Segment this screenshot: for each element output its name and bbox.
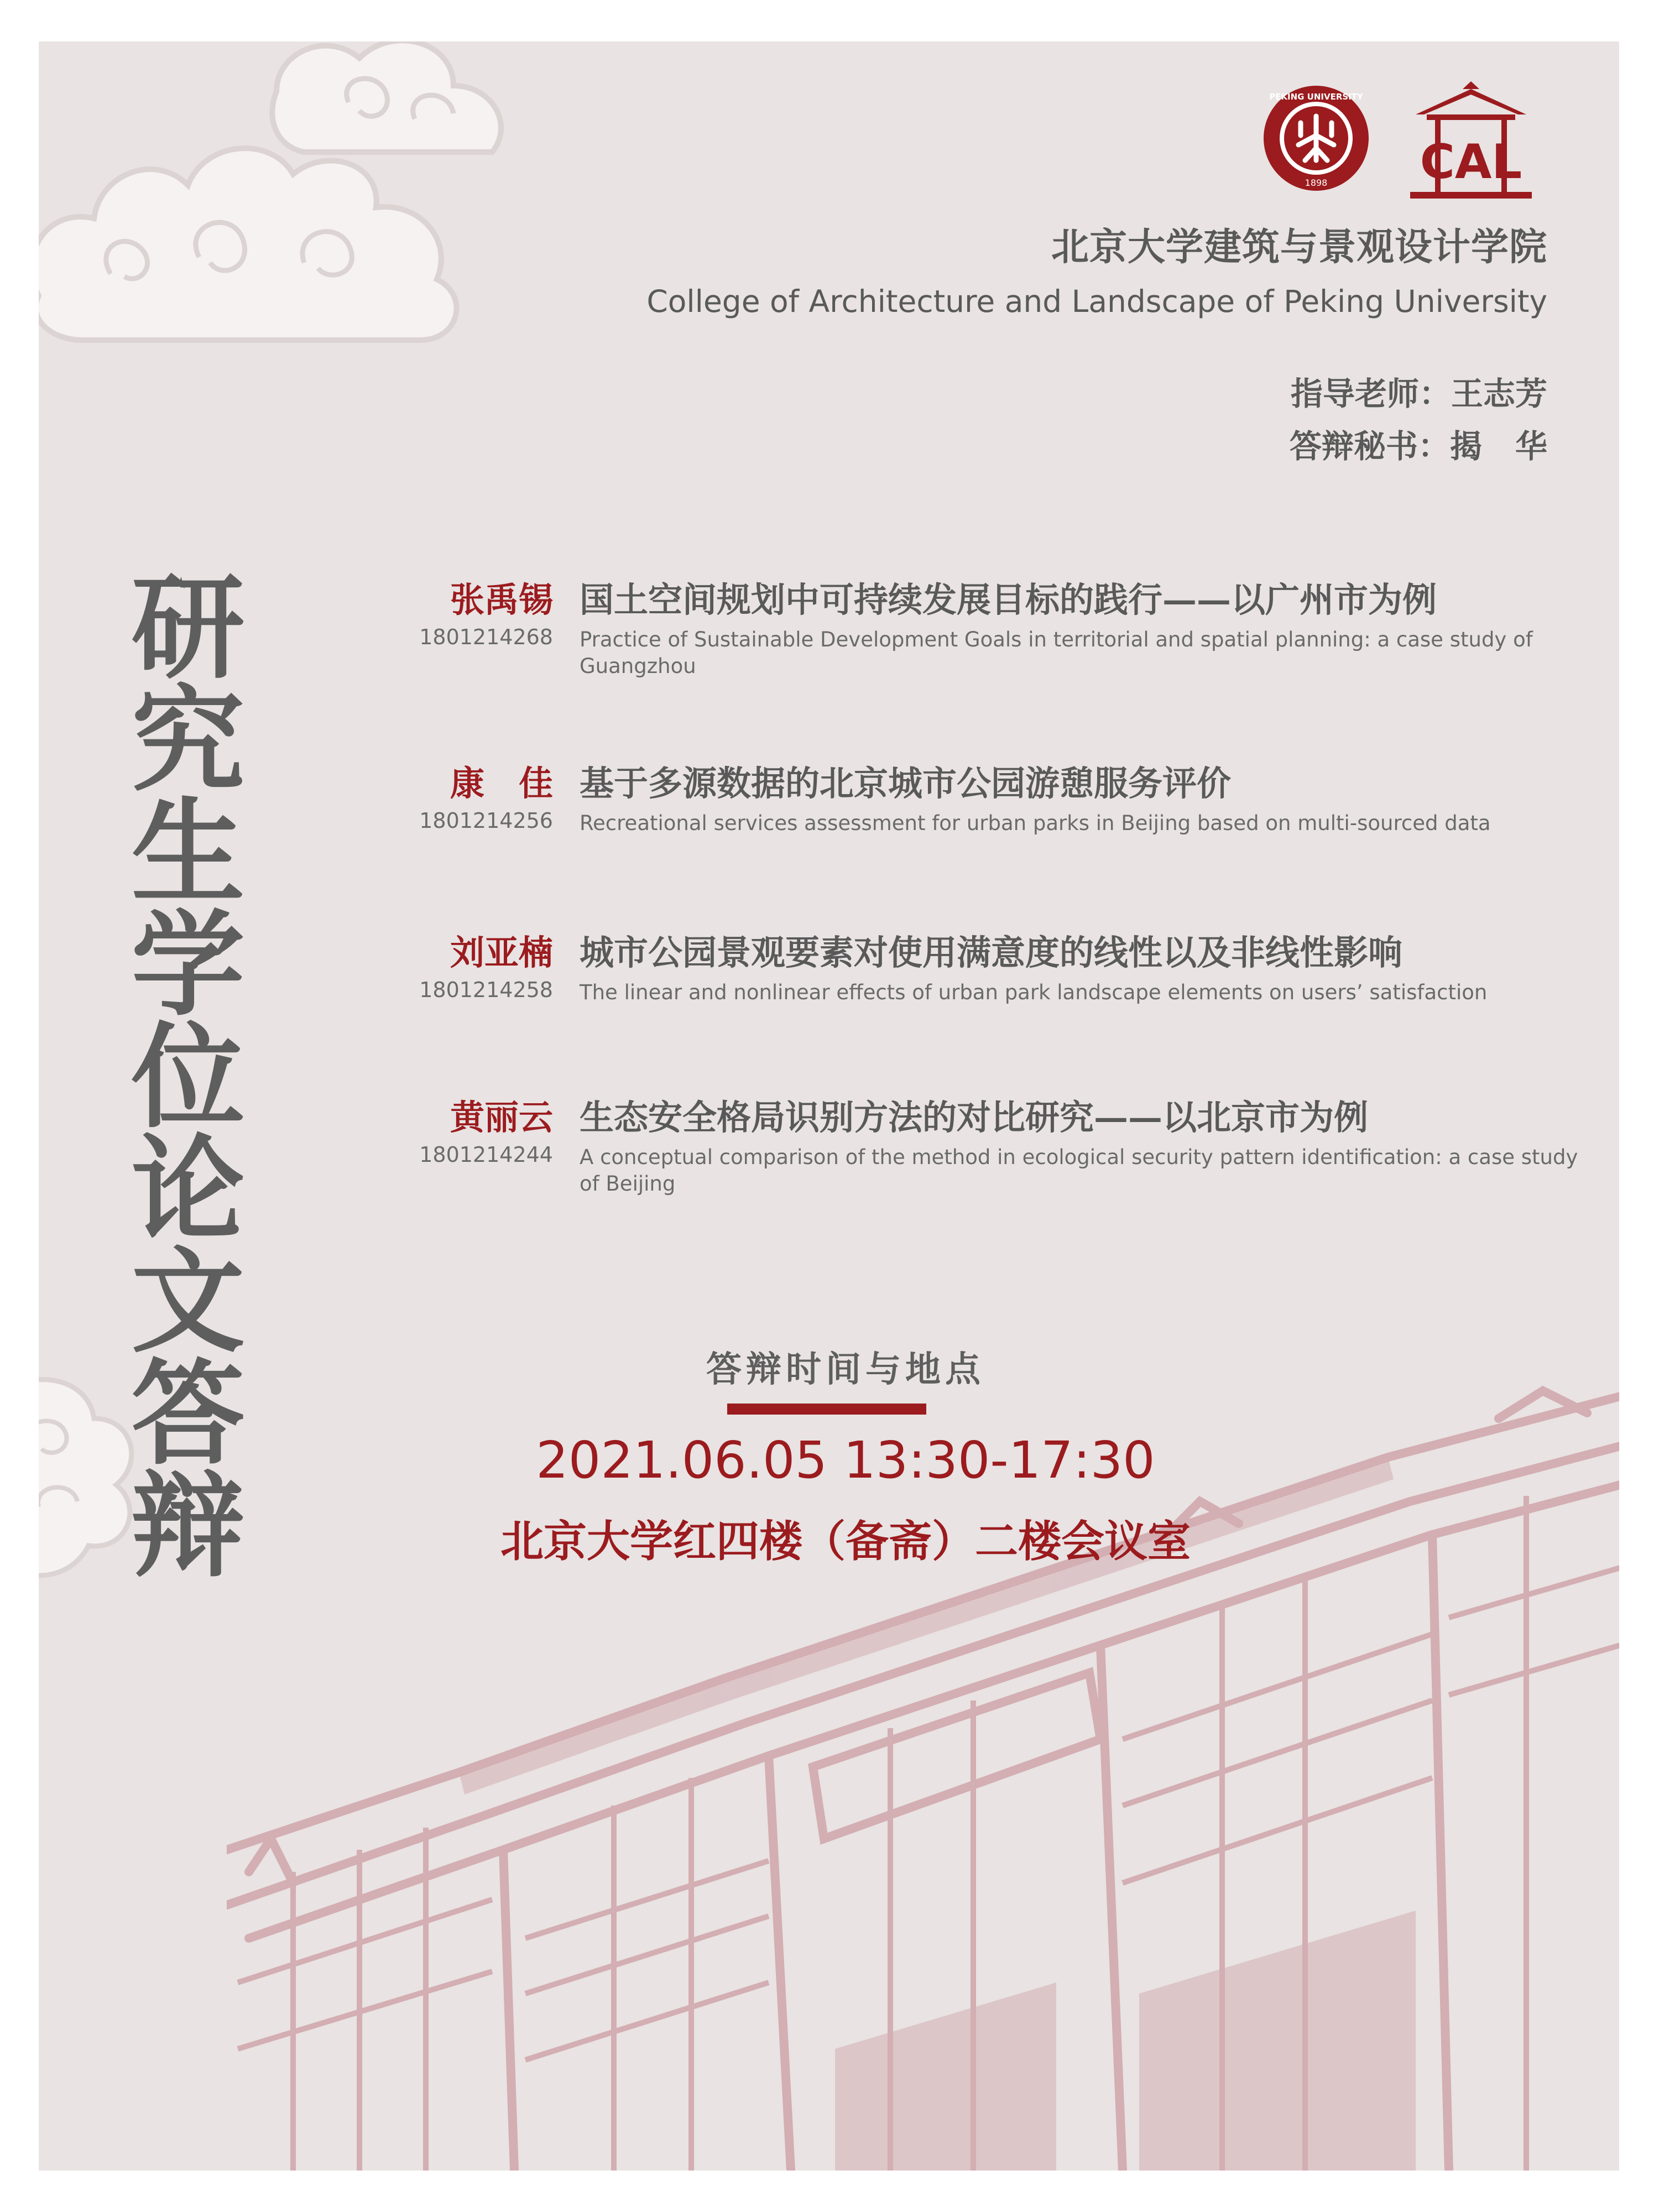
cal-college-logo bbox=[1405, 81, 1537, 200]
student-id: 1801214258 bbox=[419, 978, 553, 1002]
student-id: 1801214268 bbox=[419, 625, 553, 649]
advisor-line bbox=[1290, 368, 1547, 420]
thesis-title-en: A conceptual comparison of the method in ecological security pattern identification: a case study of Beijing bbox=[580, 1145, 1578, 1196]
secretary-name-1: 揭 bbox=[1449, 427, 1482, 465]
venue-datetime: 2021.06.05 13:30-17:30 bbox=[536, 1431, 1155, 1490]
student-name: 刘亚楠 bbox=[450, 932, 553, 973]
logo-pku-year: 1898 bbox=[1305, 178, 1328, 188]
student-id: 1801214244 bbox=[419, 1142, 553, 1167]
student-name: 康 佳 bbox=[450, 763, 553, 804]
thesis-title-cn: 城市公园景观要素对使用满意度的线性以及非线性影响 bbox=[580, 932, 1403, 973]
cloud-pattern-decoration bbox=[39, 41, 536, 384]
building-sketch-illustration bbox=[227, 1385, 1619, 2171]
thesis-title-cn: 生态安全格局识别方法的对比研究——以北京市为例 bbox=[580, 1097, 1369, 1138]
advisor-label: 指导老师： bbox=[1290, 375, 1451, 413]
poster bbox=[39, 41, 1619, 2171]
venue-divider-bar bbox=[727, 1404, 926, 1415]
secretary-name-2: 华 bbox=[1515, 427, 1547, 465]
secretary-line bbox=[1290, 420, 1547, 473]
thesis-title-en: Recreational services assessment for urban parks in Beijing based on multi-sourced data bbox=[580, 811, 1491, 835]
student-id: 1801214256 bbox=[419, 808, 553, 833]
secretary-label: 答辩秘书： bbox=[1289, 427, 1450, 465]
venue-heading: 答辩时间与地点 bbox=[706, 1349, 985, 1390]
thesis-title-en: Practice of Sustainable Development Goals in territorial and spatial planning: a case study of Guangzhou bbox=[580, 628, 1533, 678]
staff-block bbox=[1290, 368, 1547, 473]
thesis-title-cn: 基于多源数据的北京城市公园游憩服务评价 bbox=[580, 763, 1232, 804]
college-name-en: College of Architecture and Landscape of Peking University bbox=[646, 284, 1547, 319]
peking-university-logo bbox=[1261, 83, 1371, 194]
student-name: 黄丽云 bbox=[450, 1097, 553, 1138]
thesis-title-en: The linear and nonlinear effects of urban park landscape elements on users’ satisfaction bbox=[580, 980, 1488, 1004]
college-name-cn: 北京大学建筑与景观设计学院 bbox=[1051, 225, 1547, 269]
vertical-title: 研究生学位论文答辩 bbox=[131, 562, 245, 1593]
advisor-name: 王志芳 bbox=[1451, 375, 1547, 413]
student-name: 张禹锡 bbox=[450, 580, 553, 620]
logo-cal-text: CAL bbox=[1420, 134, 1522, 190]
thesis-title-cn: 国土空间规划中可持续发展目标的践行——以广州市为例 bbox=[580, 580, 1437, 620]
venue-place: 北京大学红四楼（备斋）二楼会议室 bbox=[500, 1516, 1191, 1567]
logo-pku-text: PEKING UNIVERSITY bbox=[1269, 92, 1363, 102]
